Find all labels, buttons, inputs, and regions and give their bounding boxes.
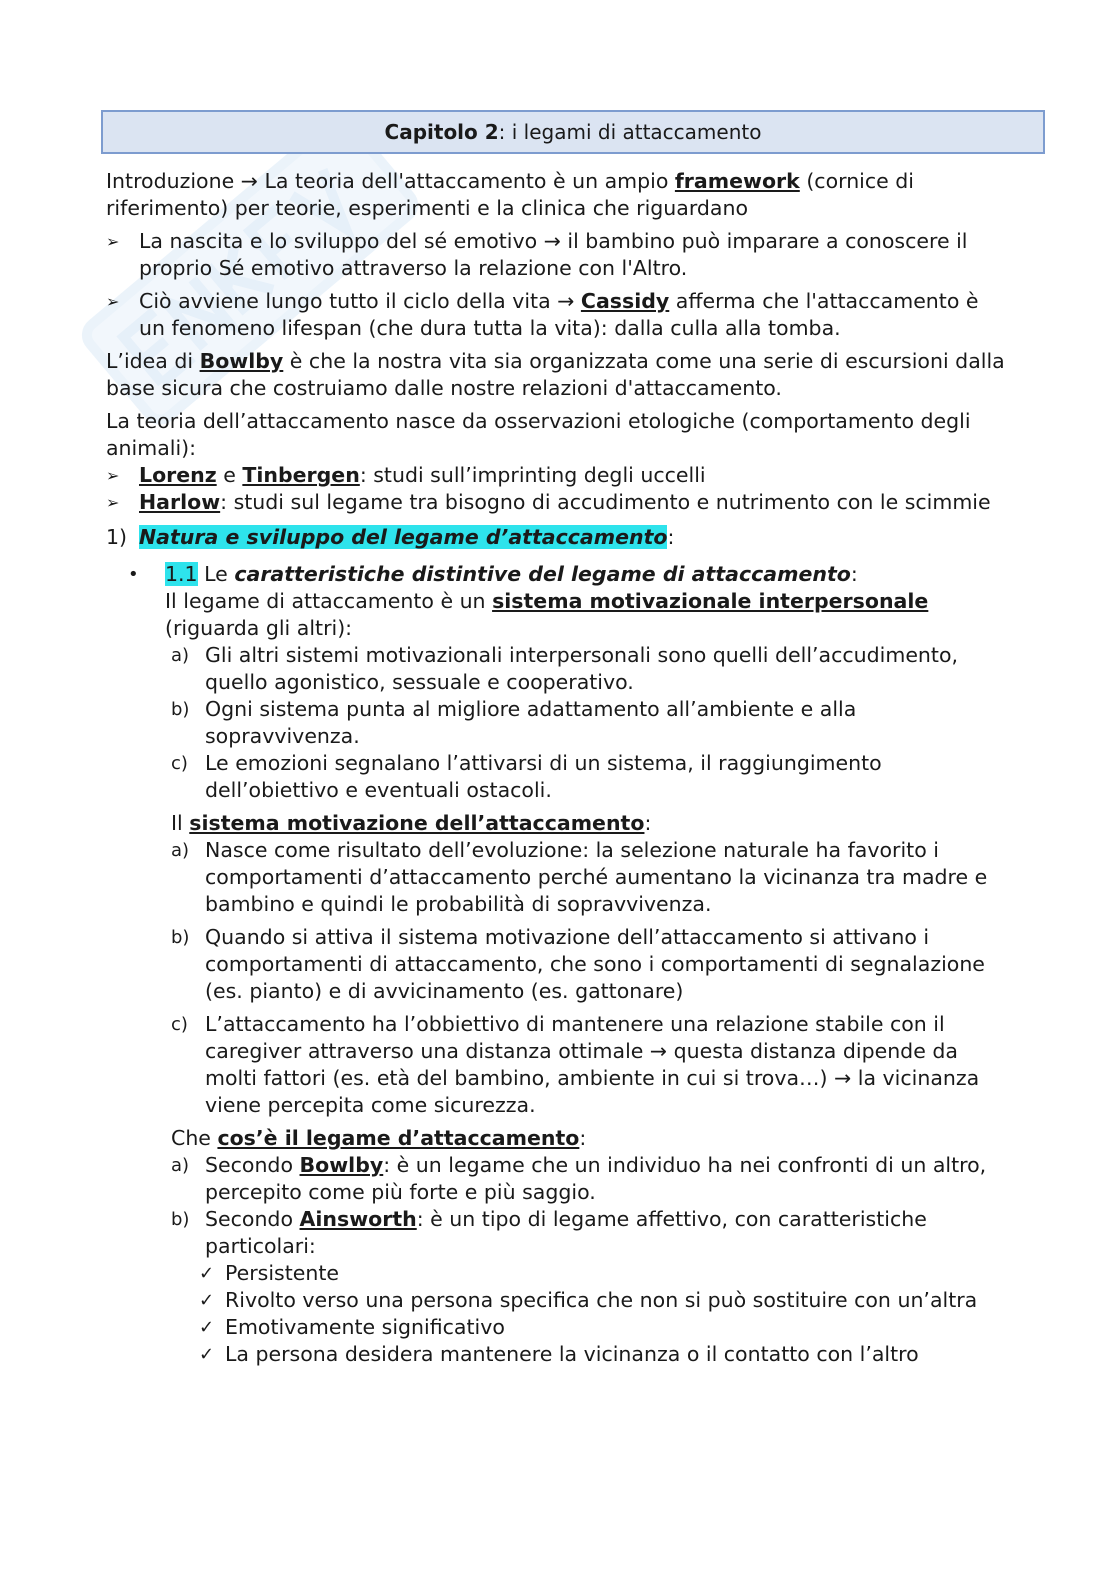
motivation-heading: Il sistema motivazione dell’attaccamento:	[171, 811, 652, 835]
list-item: ➢ Lorenz e Tinbergen: studi sull’imprinting degli uccelli	[106, 463, 706, 487]
check-item: ✓ Persistente	[199, 1261, 340, 1285]
bullet-icon: •	[128, 564, 139, 585]
check-item: ✓ Emotivamente significativo	[199, 1315, 505, 1339]
list-item: b) Quando si attiva il sistema motivazione dell’attaccamento si attivano i comportamenti di attaccamento, che sono i comportamenti di segnalazione (es. pianto) e di avvicinamento (es. gattonare)	[171, 925, 985, 1003]
arrow-bullet-icon: ➢	[106, 466, 120, 485]
list-item: b) Secondo Ainsworth: è un tipo di legame affettivo, con caratteristiche particolari:	[171, 1207, 927, 1258]
arrow-bullet-icon: ➢	[106, 493, 120, 512]
chapter-title-box	[101, 110, 1045, 154]
list-item: ➢ La nascita e lo sviluppo del sé emotivo → il bambino può imparare a conoscere il proprio Sé emotivo attraverso la relazione con l'Altro.	[106, 229, 968, 280]
list-item: b) Ogni sistema punta al migliore adattamento all’ambiente e alla sopravvivenza.	[171, 697, 857, 748]
check-icon: ✓	[199, 1263, 215, 1284]
section-heading: 1) Natura e sviluppo del legame d’attaccamento:	[106, 525, 675, 549]
arrow-bullet-icon: ➢	[106, 232, 120, 251]
check-icon: ✓	[199, 1317, 215, 1338]
definition-heading: Che cos’è il legame d’attaccamento:	[171, 1126, 587, 1150]
subsection-intro: Il legame di attaccamento è un sistema motivazionale interpersonale (riguarda gli altri):	[165, 589, 929, 640]
bowlby-paragraph: L’idea di Bowlby è che la nostra vita sia organizzata come una serie di escursioni dalla base sicura che costruiamo dalle nostre relazioni d'attaccamento.	[106, 349, 1005, 400]
check-item: ✓ La persona desidera mantenere la vicinanza o il contatto con l’altro	[199, 1342, 919, 1366]
check-icon: ✓	[199, 1344, 215, 1365]
check-icon: ✓	[199, 1290, 215, 1311]
chapter-title: Capitolo 2: i legami di attaccamento	[384, 119, 762, 144]
list-item: ➢ Harlow: studi sul legame tra bisogno di accudimento e nutrimento con le scimmie	[106, 490, 991, 514]
arrow-bullet-icon: ➢	[106, 292, 120, 311]
list-item: a) Secondo Bowlby: è un legame che un individuo ha nei confronti di un altro, percepito come più forte e più saggio.	[171, 1153, 987, 1204]
list-item: c) Le emozioni segnalano l’attivarsi di un sistema, il raggiungimento dell’obiettivo e eventuali ostacoli.	[171, 751, 882, 802]
subsection-1-1	[128, 561, 1006, 1368]
list-item: c) L’attaccamento ha l’obbiettivo di mantenere una relazione stabile con il caregiver attraverso una distanza ottimale → questa distanza dipende da molti fattori (es. età del bambino, ambiente in cui si trova…) → la vicinanza viene percepita come sicurezza.	[171, 1012, 980, 1117]
intro-paragraph: Introduzione → La teoria dell'attaccamento è un ampio framework (cornice di riferimento) per teorie, esperimenti e la clinica che riguardano	[106, 169, 914, 220]
list-item: a) Gli altri sistemi motivazionali interpersonali sono quelli dell’accudimento, quello agonistico, sessuale e cooperativo.	[171, 643, 959, 694]
list-item: ➢ Ciò avviene lungo tutto il ciclo della vita → Cassidy afferma che l'attaccamento è un fenomeno lifespan (che dura tutta la vita): dalla culla alla tomba.	[106, 289, 979, 340]
ethology-paragraph: La teoria dell’attaccamento nasce da osservazioni etologiche (comportamento degli animali):	[106, 409, 971, 460]
list-item: a) Nasce come risultato dell’evoluzione: la selezione naturale ha favorito i comportamenti d’attaccamento perché aumentano la vicinanza tra madre e bambino e quindi le probabilità di sopravvivenza.	[171, 838, 988, 916]
subsection-heading: 1.1 Le caratteristiche distintive del legame di attaccamento:	[165, 562, 858, 586]
document-content	[106, 168, 1006, 1368]
check-item: ✓ Rivolto verso una persona specifica che non si può sostituire con un’altra	[199, 1288, 978, 1312]
